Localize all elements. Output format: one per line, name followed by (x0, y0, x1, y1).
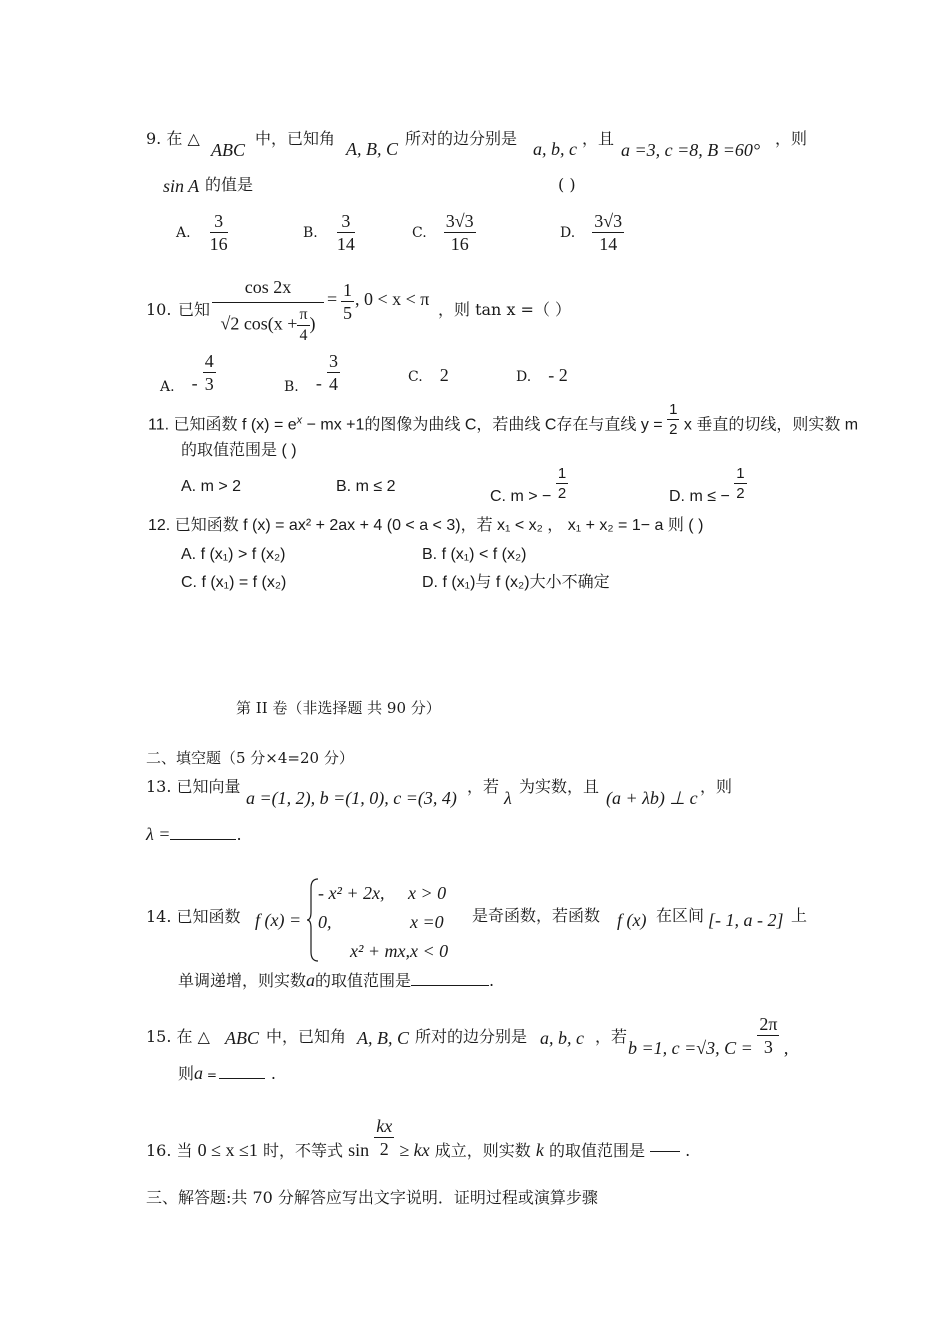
q13-lambda: λ (504, 788, 512, 808)
q14-case2-cond: x =0 (410, 912, 444, 932)
q12-option-c: C. f (x₁) = f (x₂) (181, 574, 287, 591)
q15-text4: , (783, 1037, 789, 1058)
q10-option-c-value: 2 (439, 365, 449, 385)
q14-text3: 上 (791, 906, 808, 925)
section3-title: 三、解答题:共 70 分解答应写出文字说明．证明过程或演算步骤 (146, 1188, 598, 1207)
q14-case3-cond: x < 0 (410, 941, 449, 961)
q15-line2-c: . (270, 1064, 276, 1083)
q9-option-b-den: 14 (336, 234, 355, 254)
q10-option-d (516, 366, 568, 384)
q13-answer-prefix: λ = (146, 824, 171, 844)
q10-pi-fraction (297, 307, 309, 344)
q10-option-c (408, 366, 449, 384)
q12-option-b: B. f (x₁) < f (x₂) (422, 546, 527, 563)
q10-option-c-label: C. (408, 369, 423, 385)
q9-option-b-label: B. (303, 225, 318, 241)
q11-line1-sup: x (296, 414, 303, 427)
q13-answer-suffix: . (236, 825, 242, 844)
q11-option-d-text: D. m ≤ − (669, 487, 730, 505)
q13-answer-line (146, 825, 242, 843)
q10-option-a (160, 352, 216, 393)
q12-option-d: D. f (x₁)与 f (x₂)大小不确定 (422, 574, 610, 591)
q9-ask: 的值是 (205, 175, 254, 194)
q9-answer-paren: ( ) (558, 175, 576, 194)
q15-angles: A, B, C (357, 1028, 409, 1048)
q10-pi-den: 4 (299, 327, 308, 344)
q16-var-k: k (535, 1140, 544, 1160)
q10-option-a-den: 3 (204, 374, 214, 394)
q10-one-fifth-fraction (341, 281, 354, 322)
q16-inequality: ≥ kx (399, 1140, 430, 1160)
q16-sin: sin (348, 1140, 370, 1160)
q9-option-c-den: 16 (450, 234, 469, 254)
q12-option-a: A. f (x₁) > f (x₂) (181, 546, 286, 563)
q11-line1-c: x 垂直的切线，则实数 m (683, 416, 859, 434)
q11-option-c-text: C. m > − (490, 487, 552, 505)
q14-answer-blank[interactable] (411, 971, 489, 986)
q10-option-b (284, 352, 340, 393)
q9-option-d-num: 3√3 (594, 211, 623, 231)
q11-option-a: A. m > 2 (181, 478, 242, 495)
q15-angle-den: 3 (763, 1037, 773, 1057)
q9-option-c-num: 3√3 (445, 211, 474, 231)
q14-fx: f (x) = (255, 910, 302, 930)
q9-sides: a, b, c (533, 139, 577, 159)
q12-line1: 12. 已知函数 f (x) = ax² + 2ax + 4 (0 < a < 3)，若 x₁ < x₂ ， x₁ + x₂ = 1− a 则 ( ) (148, 517, 704, 534)
q9-option-c-label: C. (412, 225, 427, 241)
q11-option-c-fraction (556, 466, 568, 501)
q13-condition: (a + λb) ⊥ c (606, 788, 698, 808)
q15-var-a: a (194, 1063, 204, 1083)
q15-sides: a, b, c (540, 1028, 584, 1048)
q14-case1-expr: - x² + 2x, (318, 883, 385, 903)
q16-frac-den: 2 (379, 1139, 389, 1159)
q10-equals: = (327, 289, 338, 309)
q10-option-b-num: 3 (328, 351, 338, 371)
q9-option-d-label: D. (560, 225, 576, 241)
q9-option-d (560, 212, 624, 253)
q11-line1-b: − mx +1的图像为曲线 C，若曲线 C存在与直线 y = (302, 416, 663, 434)
q11-half-fraction (667, 402, 679, 437)
q11-half-den: 2 (669, 421, 678, 438)
q10-option-b-sign: - (315, 373, 322, 393)
q9-ask-expr: sin A (163, 176, 200, 196)
q16-stem: 16. 当 (146, 1141, 193, 1160)
q11-option-c (490, 465, 568, 505)
q15-text3: ，若 (595, 1027, 628, 1046)
q10-fraction-den-pre: √2 cos(x + (220, 313, 298, 334)
q10-one: 1 (343, 280, 352, 300)
q10-pi-num: π (297, 307, 309, 326)
q14-case2-expr: 0, (318, 912, 332, 932)
part2-title: 第 II 卷（非选择题 共 90 分） (236, 699, 441, 717)
q11-line1 (148, 401, 859, 443)
q10-option-b-fraction (327, 352, 340, 393)
q16-range: 0 ≤ x ≤1 (197, 1140, 258, 1160)
q13-answer-blank[interactable] (170, 825, 236, 840)
section2-title: 二、填空题（5 分×4=20 分） (146, 749, 354, 767)
q10-main-fraction (212, 278, 324, 344)
q9-option-b (303, 212, 355, 253)
q16-answer-blank[interactable] (650, 1141, 680, 1152)
q15-stem: 15. 在 △ (146, 1027, 210, 1046)
q11-option-c-den: 2 (557, 485, 567, 502)
q9-option-c-fraction (444, 212, 476, 253)
q9-option-b-num: 3 (337, 212, 355, 233)
q9-option-a-fraction (210, 212, 228, 253)
q13-vectors: a =(1, 2), b =(1, 0), c =(3, 4) (246, 788, 457, 808)
q10-option-b-label: B. (284, 379, 299, 395)
q10-option-a-num: 4 (204, 351, 214, 371)
q11-option-d-den: 2 (736, 485, 745, 502)
q11-option-d-fraction (734, 466, 746, 501)
q14-text1: 是奇函数，若函数 (472, 906, 601, 925)
q15-line2 (178, 1064, 276, 1082)
q16-text2: 成立，则实数 (434, 1141, 531, 1160)
q9-line1 (146, 131, 200, 147)
q14-line2-a: 单调递增，则实数 (178, 971, 307, 990)
q14-case1-cond: x > 0 (408, 883, 447, 903)
q14-stem: 14. 已知函数 (146, 907, 241, 926)
q15-answer-blank[interactable] (219, 1072, 265, 1079)
q13-text2: 为实数，且 (519, 777, 600, 796)
q15-text1: 中，已知角 (266, 1027, 347, 1046)
q9-option-a-den: 16 (209, 234, 228, 254)
q14-case3-expr: x² + mx, (350, 941, 411, 961)
q9-option-d-den: 14 (599, 234, 618, 254)
q9-option-b-fraction (337, 212, 355, 253)
q14-line2-c: . (489, 971, 495, 990)
q14-text2: 在区间 (656, 906, 705, 925)
q10-number: 10. (146, 300, 172, 319)
q14-line2 (178, 971, 494, 989)
q10-one-fifth (341, 281, 354, 322)
q9-text3: ，且 (582, 129, 615, 148)
q9-text1: 中，已知角 (255, 129, 336, 148)
q10-option-d-value: - 2 (548, 365, 568, 385)
q10-fraction-den (212, 303, 324, 344)
q10-fraction-den-post: ) (309, 313, 316, 334)
q10-option-a-fraction (203, 352, 216, 393)
q15-triangle: ABC (225, 1028, 259, 1048)
q9-stem: 9. 在 △ (146, 129, 200, 148)
q15-given-text: b =1, c =√3, C = (628, 1037, 753, 1058)
q14-var-a: a (306, 970, 316, 990)
q15-given (628, 1015, 788, 1056)
q10-five: 5 (343, 303, 352, 323)
q10-tail: ，则 tan x =（ ） (438, 300, 572, 319)
q14-line2-b: 的取值范围是 (315, 971, 412, 990)
q16-text1: 时，不等式 (263, 1141, 344, 1160)
q15-text2: 所对的边分别是 (415, 1027, 528, 1046)
q9-option-d-fraction (592, 212, 624, 253)
q9-triangle: ABC (211, 140, 245, 160)
q16-text4: . (685, 1141, 691, 1160)
q10-fraction-num: cos 2x (212, 278, 324, 303)
q10-option-d-label: D. (516, 369, 532, 385)
q9-text4: ，则 (775, 129, 808, 148)
q9-text2: 所对的边分别是 (405, 129, 518, 148)
q16-text3: 的取值范围是 (548, 1141, 645, 1160)
q15-line2-a: 则 (178, 1064, 195, 1083)
q9-option-a (176, 212, 228, 253)
q13-text1: ，若 (467, 777, 500, 796)
q16-fraction (374, 1117, 394, 1158)
q9-option-c (412, 212, 476, 253)
q10-range: , 0 < x < π (355, 289, 430, 309)
q16-frac-num: kx (376, 1116, 393, 1136)
q13-stem: 13. 已知向量 (146, 777, 241, 796)
q13-text3: ，则 (700, 777, 733, 796)
q15-angle-num: 2π (759, 1014, 778, 1034)
q11-line2: 的取值范围是 ( ) (181, 442, 297, 459)
q15-angle-fraction (757, 1015, 779, 1056)
q9-option-a-num: 3 (210, 212, 228, 233)
q11-option-b: B. m ≤ 2 (336, 478, 396, 495)
q15-line2-b: = (203, 1068, 217, 1082)
q14-interval: [- 1, a - 2] (708, 910, 784, 930)
q11-half-num: 1 (669, 401, 678, 418)
q14-fx2: f (x) (617, 910, 647, 930)
q16-line (146, 1117, 690, 1158)
q11-option-d (669, 465, 747, 505)
q11-line1-a: 11. 已知函数 f (x) = e (148, 416, 297, 434)
q10-option-a-sign: - (191, 373, 198, 393)
q10-stem: 已知 (178, 300, 211, 319)
q11-option-d-num: 1 (736, 465, 745, 482)
q9-option-a-label: A. (176, 225, 191, 241)
q10-option-b-den: 4 (328, 374, 338, 394)
q10-option-a-label: A. (160, 379, 175, 395)
q11-option-c-num: 1 (557, 465, 567, 482)
q9-angles: A, B, C (346, 139, 398, 159)
q9-given: a =3, c =8, B =60° (621, 140, 761, 160)
